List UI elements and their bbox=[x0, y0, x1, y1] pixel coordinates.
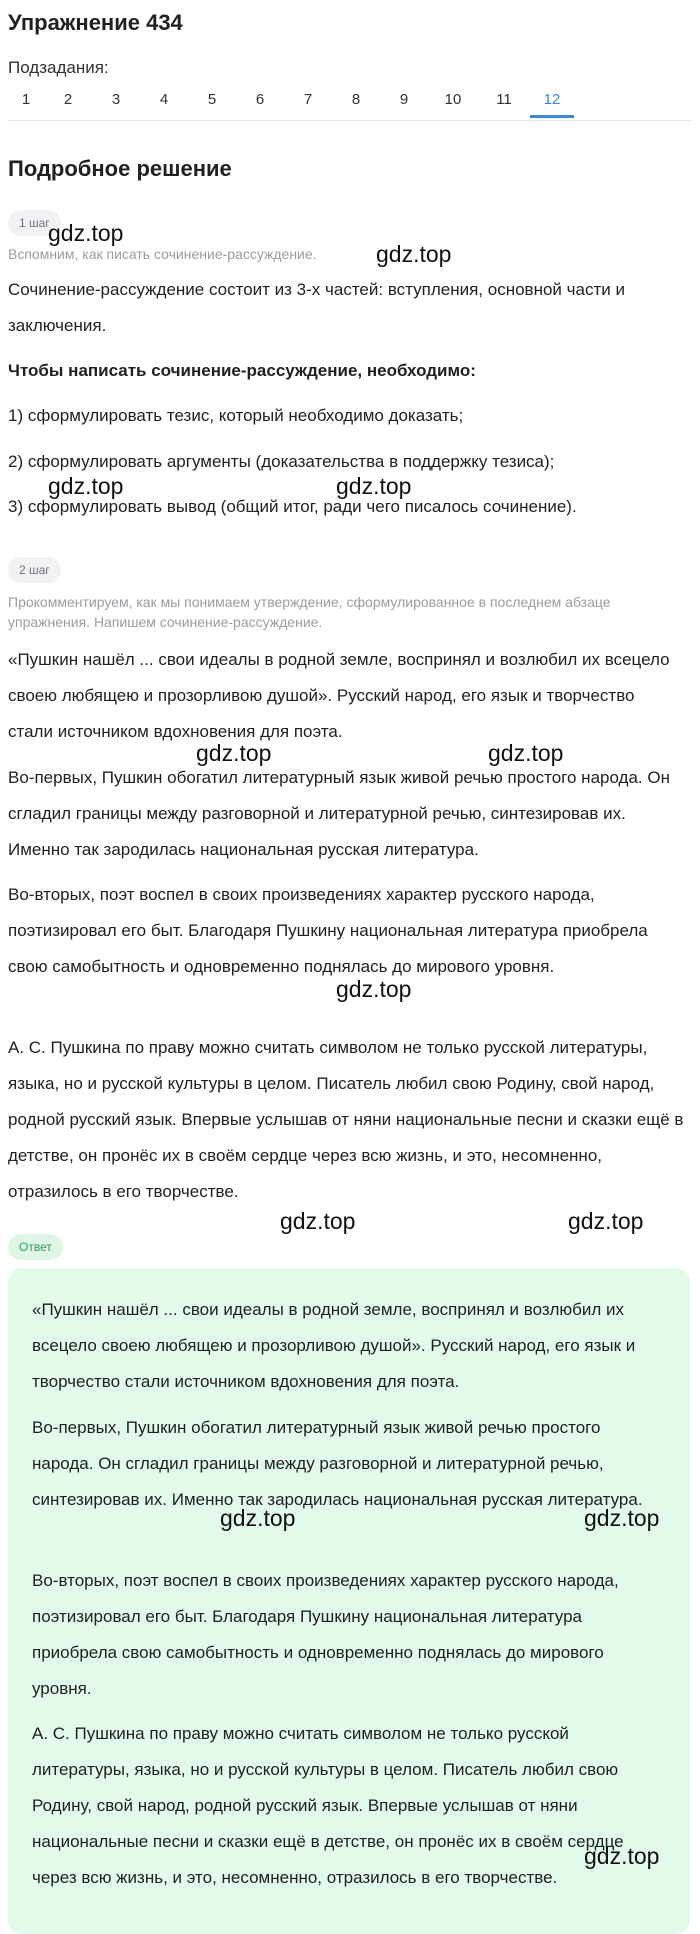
step-2-paragraph-3: Во-вторых, поэт воспел в своих произведениях характер русского народа, поэтизировал его быт. Благодаря Пушкину национальная литература приобрела свою самобытность и одновременно поднялась до мирового уровня. bbox=[8, 885, 648, 976]
solution-heading: Подробное решение bbox=[8, 156, 232, 181]
subtask-tab-7[interactable]: 7 bbox=[303, 91, 313, 108]
watermark: gdz.top bbox=[336, 473, 412, 499]
subtask-tab-11[interactable]: 11 bbox=[496, 91, 512, 108]
watermark: gdz.top bbox=[280, 1208, 356, 1234]
watermark: gdz.top bbox=[220, 1505, 296, 1531]
watermark: gdz.top bbox=[568, 1208, 644, 1234]
watermark: gdz.top bbox=[336, 976, 412, 1002]
watermark: gdz.top bbox=[584, 1843, 660, 1869]
subtask-tab-8[interactable]: 8 bbox=[351, 91, 361, 108]
step-2-hint: Прокомментируем, как мы понимаем утверждение, сформулированное в последнем абзаце упражнения. Напишем сочинение-рассуждение. bbox=[8, 594, 611, 630]
page-title: Упражнение 434 bbox=[8, 10, 183, 35]
subtask-tab-9[interactable]: 9 bbox=[399, 91, 409, 108]
answer-paragraph-2: Во-первых, Пушкин обогатил литературный язык живой речью простого народа. Он сгладил границы между разговорной и литературной речью, синтезировав их. Именно так зародилась национальная русская литература. bbox=[32, 1418, 643, 1509]
step-1-paragraph-2: Чтобы написать сочинение-рассуждение, необходимо: bbox=[8, 361, 476, 380]
subtask-tab-4[interactable]: 4 bbox=[159, 91, 169, 108]
answer-paragraph-1: «Пушкин нашёл ... свои идеалы в родной земле, воспринял и возлюбил их всецело своею любящею и прозорливою душой». Русский народ, его язык и творчество стали источником вдохновения для поэта. bbox=[32, 1300, 636, 1391]
subtask-tab-1[interactable]: 1 bbox=[21, 91, 31, 108]
step-2-paragraph-4: А. С. Пушкина по праву можно считать символом не только русской литературы, языка, но и русской культуры в целом. Писатель любил свою Родину, свой народ, родной русский язык. Впервые услышав от няни национальные песни и сказки ещё в детстве, он пронёс их в своём сердце через всю жизнь, и это, несомненно, отразилось в его творчестве. bbox=[8, 1038, 684, 1201]
step-1-hint: Вспомним, как писать сочинение-рассуждение. bbox=[8, 246, 317, 262]
subtask-tab-5[interactable]: 5 bbox=[207, 91, 217, 108]
subtask-tab-10[interactable]: 10 bbox=[444, 91, 462, 108]
watermark: gdz.top bbox=[584, 1505, 660, 1531]
answer-paragraph-3: Во-вторых, поэт воспел в своих произведениях характер русского народа, поэтизировал его быт. Благодаря Пушкину национальная литература приобрела свою самобытность и одновременно поднялась до мирового уровня. bbox=[32, 1571, 619, 1698]
subtask-tab-3[interactable]: 3 bbox=[111, 91, 121, 108]
step-1-paragraph-1: Сочинение-рассуждение состоит из 3-х частей: вступления, основной части и заключения. bbox=[8, 280, 625, 335]
watermark: gdz.top bbox=[488, 740, 564, 766]
step-2-paragraph-2: Во-первых, Пушкин обогатил литературный язык живой речью простого народа. Он сгладил границы между разговорной и литературной речью, синтезировав их. Именно так зародилась национальная русская литература. bbox=[8, 768, 670, 859]
watermark: gdz.top bbox=[48, 473, 124, 499]
watermark: gdz.top bbox=[376, 241, 452, 267]
subtask-tab-12[interactable]: 12 bbox=[530, 86, 574, 118]
step-1-paragraph-5: 3) сформулировать вывод (общий итог, ради чего писалось сочинение). bbox=[8, 497, 577, 516]
answer-box bbox=[8, 1268, 690, 1934]
watermark: gdz.top bbox=[196, 740, 272, 766]
subtasks-tabs bbox=[8, 86, 692, 121]
step-1-paragraph-3: 1) сформулировать тезис, который необходимо доказать; bbox=[8, 406, 464, 425]
watermark: gdz.top bbox=[48, 220, 124, 246]
subtask-tab-2[interactable]: 2 bbox=[63, 91, 73, 108]
subtask-tab-6[interactable]: 6 bbox=[255, 91, 265, 108]
step-2-badge: 2 шаг bbox=[8, 557, 61, 583]
answer-badge: Ответ bbox=[8, 1234, 63, 1260]
step-1-paragraph-4: 2) сформулировать аргументы (доказательства в поддержку тезиса); bbox=[8, 452, 555, 471]
step-1-badge: 1 шаг bbox=[8, 210, 61, 236]
subtasks-label: Подзадания: bbox=[8, 58, 109, 77]
step-2-paragraph-1: «Пушкин нашёл ... свои идеалы в родной земле, воспринял и возлюбил их всецело своею любящею и прозорливою душой». Русский народ, его язык и творчество стали источником вдохновения для поэта. bbox=[8, 650, 670, 741]
answer-paragraph-4: А. С. Пушкина по праву можно считать символом не только русской литературы, языка, но и русской культуры в целом. Писатель любил свою Родину, свой народ, родной русский язык. Впервые услышав от няни национальные песни и сказки ещё в детстве, он пронёс их в своём сердце через всю жизнь, и это, несомненно, отразилось в его творчестве. bbox=[32, 1724, 624, 1887]
